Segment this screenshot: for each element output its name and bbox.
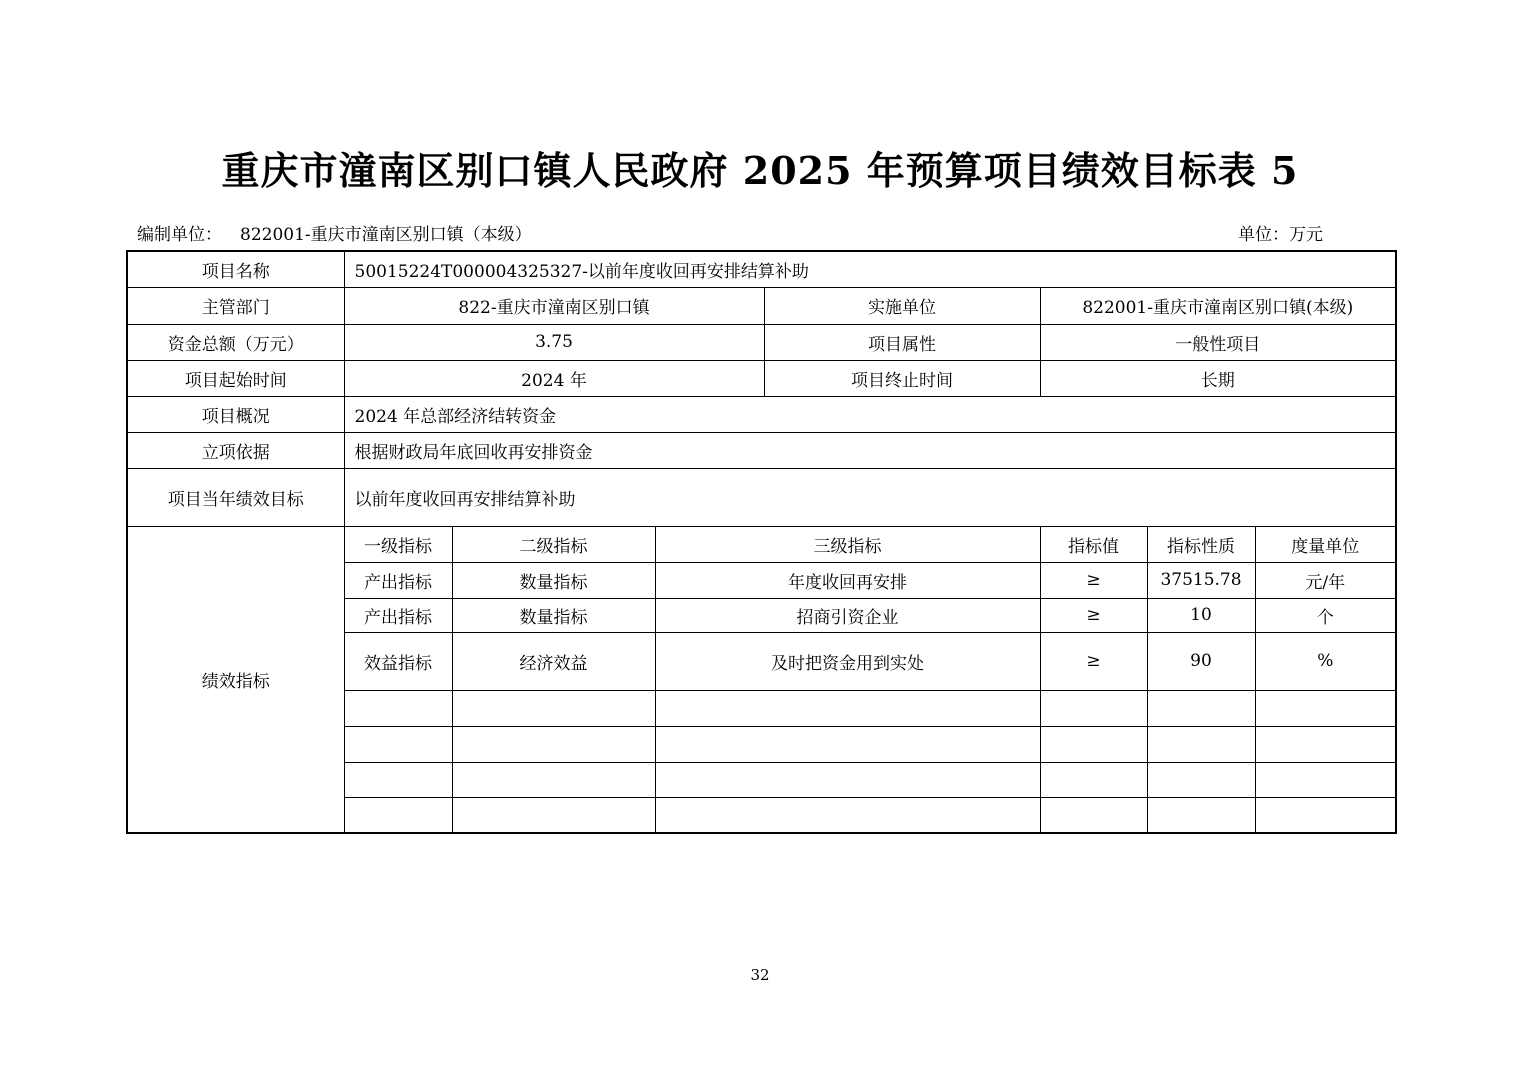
attr-value: 一般性项目 bbox=[1040, 324, 1396, 360]
level1-cell: 产出指标 bbox=[344, 562, 452, 598]
empty-cell bbox=[1255, 690, 1396, 726]
row-project-name bbox=[127, 251, 1396, 287]
empty-cell bbox=[1255, 762, 1396, 797]
row-amount bbox=[127, 324, 1396, 360]
row-goal bbox=[127, 468, 1396, 526]
empty-cell bbox=[1147, 762, 1255, 797]
amount-value: 3.75 bbox=[344, 324, 764, 360]
nature-cell: 90 bbox=[1147, 632, 1255, 690]
goal-value: 以前年度收回再安排结算补助 bbox=[344, 468, 1396, 526]
goal-label: 项目当年绩效目标 bbox=[127, 468, 344, 526]
currency-unit: 单位：万元 bbox=[1238, 225, 1323, 245]
level3-cell: 招商引资企业 bbox=[655, 598, 1040, 632]
compiling-unit-label: 编制单位： bbox=[137, 225, 222, 245]
value-cell: ≥ bbox=[1040, 598, 1147, 632]
level1-cell: 效益指标 bbox=[344, 632, 452, 690]
empty-cell bbox=[452, 690, 655, 726]
header-nature: 指标性质 bbox=[1147, 526, 1255, 562]
compiling-unit bbox=[137, 220, 532, 245]
row-department bbox=[127, 287, 1396, 324]
basis-label: 立项依据 bbox=[127, 432, 344, 468]
empty-cell bbox=[1147, 690, 1255, 726]
basis-value: 根据财政局年底回收再安排资金 bbox=[344, 432, 1396, 468]
unit-cell: % bbox=[1255, 632, 1396, 690]
indicator-header-row bbox=[127, 526, 1396, 562]
empty-cell bbox=[655, 762, 1040, 797]
start-value: 2024 年 bbox=[344, 360, 764, 396]
start-label: 项目起始时间 bbox=[127, 360, 344, 396]
level2-cell: 数量指标 bbox=[452, 562, 655, 598]
value-cell: ≥ bbox=[1040, 632, 1147, 690]
level3-cell: 年度收回再安排 bbox=[655, 562, 1040, 598]
header-level3: 三级指标 bbox=[655, 526, 1040, 562]
header-level2: 二级指标 bbox=[452, 526, 655, 562]
end-value: 长期 bbox=[1040, 360, 1396, 396]
dept-label: 主管部门 bbox=[127, 287, 344, 324]
indicators-section-label: 绩效指标 bbox=[127, 526, 344, 833]
level3-cell: 及时把资金用到实处 bbox=[655, 632, 1040, 690]
compiling-unit-value: 822001-重庆市潼南区别口镇（本级） bbox=[240, 225, 532, 245]
header-unit: 度量单位 bbox=[1255, 526, 1396, 562]
header-value: 指标值 bbox=[1040, 526, 1147, 562]
impl-label: 实施单位 bbox=[764, 287, 1040, 324]
empty-cell bbox=[1040, 797, 1147, 833]
level1-cell: 产出指标 bbox=[344, 598, 452, 632]
end-label: 项目终止时间 bbox=[764, 360, 1040, 396]
project-name-value: 50015224T000004325327-以前年度收回再安排结算补助 bbox=[344, 251, 1396, 287]
empty-cell bbox=[344, 762, 452, 797]
row-time bbox=[127, 360, 1396, 396]
empty-cell bbox=[452, 762, 655, 797]
row-overview bbox=[127, 396, 1396, 432]
page-number: 32 bbox=[750, 966, 770, 984]
level2-cell: 数量指标 bbox=[452, 598, 655, 632]
amount-label: 资金总额（万元） bbox=[127, 324, 344, 360]
empty-cell bbox=[452, 797, 655, 833]
empty-cell bbox=[655, 690, 1040, 726]
overview-label: 项目概况 bbox=[127, 396, 344, 432]
value-cell: ≥ bbox=[1040, 562, 1147, 598]
row-basis bbox=[127, 432, 1396, 468]
empty-cell bbox=[452, 726, 655, 762]
level2-cell: 经济效益 bbox=[452, 632, 655, 690]
nature-cell: 37515.78 bbox=[1147, 562, 1255, 598]
empty-cell bbox=[1147, 726, 1255, 762]
nature-cell: 10 bbox=[1147, 598, 1255, 632]
empty-cell bbox=[1040, 762, 1147, 797]
empty-cell bbox=[1147, 797, 1255, 833]
attr-label: 项目属性 bbox=[764, 324, 1040, 360]
unit-cell: 元/年 bbox=[1255, 562, 1396, 598]
overview-value: 2024 年总部经济结转资金 bbox=[344, 396, 1396, 432]
header-level1: 一级指标 bbox=[344, 526, 452, 562]
unit-cell: 个 bbox=[1255, 598, 1396, 632]
empty-cell bbox=[344, 726, 452, 762]
performance-table bbox=[126, 250, 1397, 834]
empty-cell bbox=[1255, 797, 1396, 833]
dept-value: 822-重庆市潼南区别口镇 bbox=[344, 287, 764, 324]
page-title: 重庆市潼南区别口镇人民政府 2025 年预算项目绩效目标表 5 bbox=[221, 148, 1299, 193]
empty-cell bbox=[655, 726, 1040, 762]
empty-cell bbox=[1040, 726, 1147, 762]
empty-cell bbox=[1255, 726, 1396, 762]
empty-cell bbox=[344, 690, 452, 726]
project-name-label: 项目名称 bbox=[127, 251, 344, 287]
empty-cell bbox=[655, 797, 1040, 833]
empty-cell bbox=[344, 797, 452, 833]
impl-value: 822001-重庆市潼南区别口镇(本级) bbox=[1040, 287, 1396, 324]
empty-cell bbox=[1040, 690, 1147, 726]
